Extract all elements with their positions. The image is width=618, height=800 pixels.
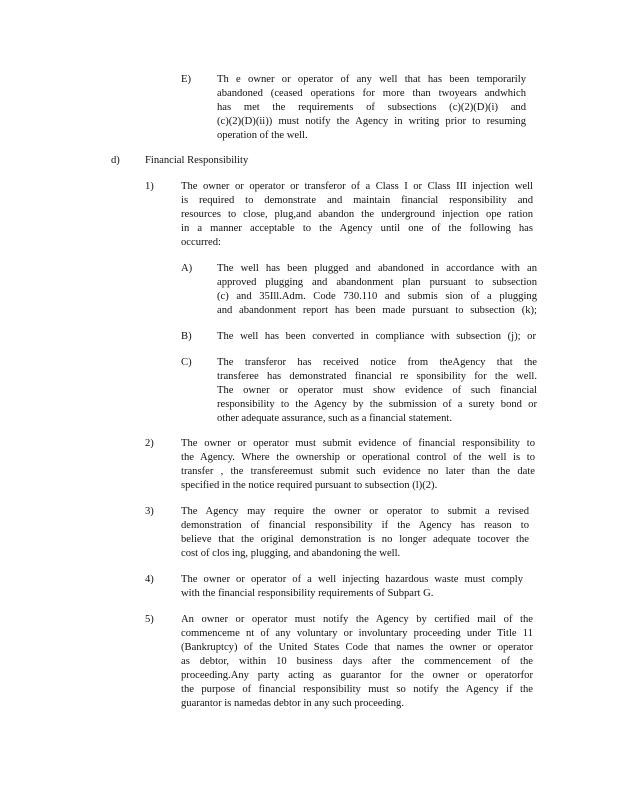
text-line: commenceme nt of any voluntary or involuntary proceeding under Title 11 xyxy=(181,628,533,639)
text-line: cost of clos ing, plugging, and abandoning the well. xyxy=(181,548,401,559)
text-line: The Agency may require the owner or operator to submit a revised xyxy=(181,506,529,517)
text-line: other adequate assurance, such as a financial statement. xyxy=(217,413,453,424)
paragraph-label: E) xyxy=(181,74,191,85)
paragraph-body xyxy=(217,262,537,318)
text-line: abandoned (ceased operations for more than twoyears andwhich xyxy=(217,88,526,99)
text-line: the purpose of financial responsibility must so notify the Agency if the xyxy=(181,684,533,695)
section-label: d) xyxy=(111,155,120,166)
paragraph-label: B) xyxy=(181,331,192,342)
text-line: (c) and 35Ill.Adm. Code 730.110 and submis sion of a plugging xyxy=(217,291,537,302)
paragraph-body xyxy=(217,73,526,143)
text-line: with the financial responsibility requirements of Subpart G. xyxy=(181,588,434,599)
paragraph-body xyxy=(217,330,536,344)
section-heading-d xyxy=(111,154,249,168)
text-line: proceeding.Any party acting as guarantor for the owner or operatorfor xyxy=(181,670,533,681)
paragraph-body xyxy=(181,180,533,250)
paragraph-label: A) xyxy=(181,263,193,274)
text-line: specified in the notice required pursuant to subsection (l)(2). xyxy=(181,480,438,491)
text-line: (Bankruptcy) of the United States Code that names the owner or operator xyxy=(181,642,533,653)
text-line: is required to demonstrate and maintain financial responsibility and xyxy=(181,195,533,206)
text-line: transferee has demonstrated financial re sponsibility for the well. xyxy=(217,371,537,382)
paragraph-label: 3) xyxy=(145,506,154,517)
text-line: operation of the well. xyxy=(217,130,308,141)
paragraph-label: 1) xyxy=(145,181,154,192)
text-line: The owner or operator must show evidence of such financial xyxy=(217,385,537,396)
paragraph-body xyxy=(181,505,529,561)
text-line: guarantor is namedas debtor in any such proceeding. xyxy=(181,698,404,709)
text-line: transfer , the transfereemust submit such evidence no later than the date xyxy=(181,466,535,477)
text-line: The owner or operator must submit evidence of financial responsibility to xyxy=(181,438,535,449)
paragraph-body xyxy=(181,573,523,601)
paragraph-label: 5) xyxy=(145,614,154,625)
text-line: The owner or operator or transferor of a Class I or Class III injection well xyxy=(181,181,533,192)
text-line: demonstration of financial responsibility if the Agency has reason to xyxy=(181,520,529,531)
text-line: as debtor, within 10 business days after the commencement of the xyxy=(181,656,533,667)
paragraph-body xyxy=(181,613,533,711)
text-line: responsibility to the Agency by the submission of a surety bond or xyxy=(217,399,537,410)
text-line: the Agency. Where the ownership or operational control of the well is to xyxy=(181,452,535,463)
text-line: The owner or operator of a well injecting hazardous waste must comply xyxy=(181,574,523,585)
text-line: (c)(2)(D)(ii)) must notify the Agency in writing prior to resuming xyxy=(217,116,526,127)
text-line: resources to close, plug,and abandon the underground injection ope ration xyxy=(181,209,533,220)
text-line: The transferor has received notice from theAgency that the xyxy=(217,357,537,368)
text-line: Th e owner or operator of any well that has been temporarily xyxy=(217,74,526,85)
paragraph-body xyxy=(181,437,535,493)
text-line: The well has been plugged and abandoned in accordance with an xyxy=(217,263,537,274)
paragraph-label: 2) xyxy=(145,438,154,449)
text-line: believe that the original demonstration is no longer adequate tocover the xyxy=(181,534,529,545)
text-line: in a manner acceptable to the Agency until one of the following has xyxy=(181,223,533,234)
paragraph-body xyxy=(217,356,537,426)
paragraph-label: C) xyxy=(181,357,192,368)
paragraph-label: 4) xyxy=(145,574,154,585)
section-title: Financial Responsibility xyxy=(145,155,249,166)
text-line: The well has been converted in compliance with subsection (j); or xyxy=(217,331,536,342)
text-line: occurred: xyxy=(181,237,221,248)
text-line: approved plugging and abandonment plan pursuant to subsection xyxy=(217,277,537,288)
text-line: has met the requirements of subsections (c)(2)(D)(i) and xyxy=(217,102,526,113)
text-line: An owner or operator must notify the Agency by certified mail of the xyxy=(181,614,533,625)
text-line: and abandonment report has been made pursuant to subsection (k); xyxy=(217,305,537,316)
